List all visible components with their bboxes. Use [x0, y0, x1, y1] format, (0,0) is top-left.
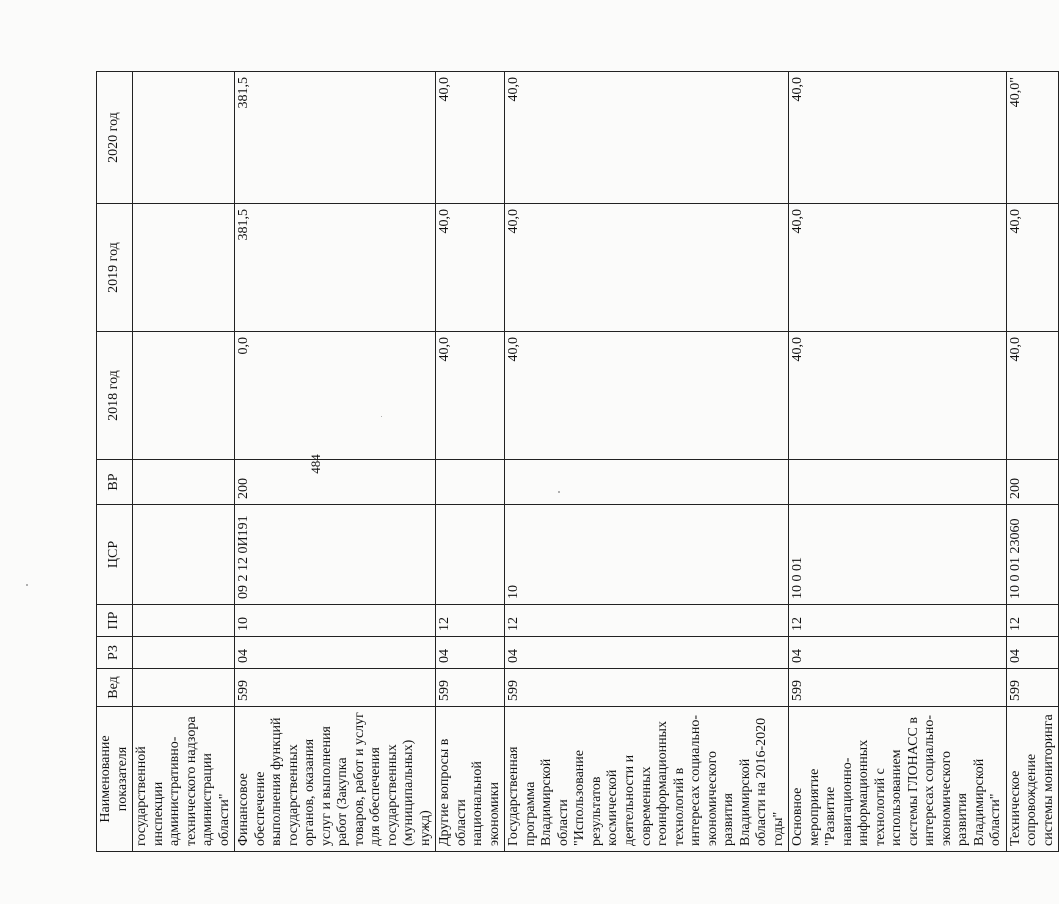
cell-vr	[789, 460, 1007, 505]
header-rz: РЗ	[97, 637, 133, 669]
cell-name: Государственная программа Владимирской области "Использование результатов космической деятельности и современных геоинформационных технологий в интересах социально-экономического развития Владимирской области на 2016-2020 годы"	[505, 707, 789, 852]
cell-name: Другие вопросы в области национальной экономики	[436, 707, 505, 852]
cell-name: государственной инспекции административно-технического надзора администрации области"	[133, 707, 235, 852]
cell-2019: 40,0	[505, 204, 789, 332]
rotated-table-container	[96, 72, 1056, 852]
cell-rz: 04	[505, 637, 789, 669]
header-2020: 2020 год	[97, 72, 133, 204]
cell-2018: 40,0	[1006, 332, 1059, 460]
cell-name: Основное мероприятие "Развитие навигационно-информационных технологий с использованием системы ГЛОНАСС в интересах социально-экономического развития Владимирской области"	[789, 707, 1007, 852]
cell-2019: 381,5	[235, 204, 436, 332]
cell-pr: 12	[505, 605, 789, 637]
cell-ved: 599	[235, 669, 436, 707]
budget-table	[96, 71, 1059, 852]
cell-2019	[133, 204, 235, 332]
cell-csr: 10 0 01 23060	[1006, 505, 1059, 605]
table-row	[505, 72, 789, 852]
cell-csr: 10 0 01	[789, 505, 1007, 605]
cell-csr: 10	[505, 505, 789, 605]
cell-vr	[133, 460, 235, 505]
header-pr: ПР	[97, 605, 133, 637]
table-header-row	[97, 72, 133, 852]
header-ved: Вед	[97, 669, 133, 707]
cell-2019: 40,0	[436, 204, 505, 332]
cell-2020: 381,5	[235, 72, 436, 204]
cell-2020: 40,0	[436, 72, 505, 204]
cell-rz	[133, 637, 235, 669]
cell-vr: 200	[235, 460, 436, 505]
header-vr: ВР	[97, 460, 133, 505]
scan-speck	[558, 491, 560, 493]
cell-pr: 10	[235, 605, 436, 637]
cell-rz: 04	[1006, 637, 1059, 669]
cell-pr: 12	[789, 605, 1007, 637]
header-2018: 2018 год	[97, 332, 133, 460]
table-row	[1006, 72, 1059, 852]
cell-2018: 40,0	[789, 332, 1007, 460]
cell-2019: 40,0	[789, 204, 1007, 332]
table-row	[789, 72, 1007, 852]
cell-csr	[436, 505, 505, 605]
table-row	[436, 72, 505, 852]
cell-vr	[505, 460, 789, 505]
header-2019: 2019 год	[97, 204, 133, 332]
cell-2020: 40,0"	[1006, 72, 1059, 204]
scan-speck	[381, 416, 382, 417]
cell-2018: 40,0	[505, 332, 789, 460]
cell-ved	[133, 669, 235, 707]
cell-2018	[133, 332, 235, 460]
cell-csr: 09 2 12 0И191	[235, 505, 436, 605]
cell-2018: 40,0	[436, 332, 505, 460]
header-csr: ЦСР	[97, 505, 133, 605]
cell-rz: 04	[235, 637, 436, 669]
cell-pr	[133, 605, 235, 637]
page-number: 484	[308, 454, 323, 474]
cell-pr: 12	[1006, 605, 1059, 637]
cell-ved: 599	[1006, 669, 1059, 707]
cell-2020: 40,0	[789, 72, 1007, 204]
header-name: Наименование показателя	[97, 707, 133, 852]
table-row	[235, 72, 436, 852]
cell-ved: 599	[789, 669, 1007, 707]
cell-vr	[436, 460, 505, 505]
cell-name: Финансовое обеспечение выполнения функций государственных органов, оказания услуг и выполнения работ (Закупка товаров, работ и услуг для обеспечения государственных (муниципальных) нужд)	[235, 707, 436, 852]
cell-csr	[133, 505, 235, 605]
cell-rz: 04	[789, 637, 1007, 669]
cell-rz: 04	[436, 637, 505, 669]
cell-2019: 40,0	[1006, 204, 1059, 332]
cell-vr: 200	[1006, 460, 1059, 505]
cell-2018: 0,0	[235, 332, 436, 460]
cell-ved: 599	[505, 669, 789, 707]
table-row	[133, 72, 235, 852]
cell-pr: 12	[436, 605, 505, 637]
cell-ved: 599	[436, 669, 505, 707]
scan-speck	[26, 584, 28, 586]
cell-2020	[133, 72, 235, 204]
cell-2020: 40,0	[505, 72, 789, 204]
cell-name: Техническое сопровождение системы мониторинга	[1006, 707, 1059, 852]
